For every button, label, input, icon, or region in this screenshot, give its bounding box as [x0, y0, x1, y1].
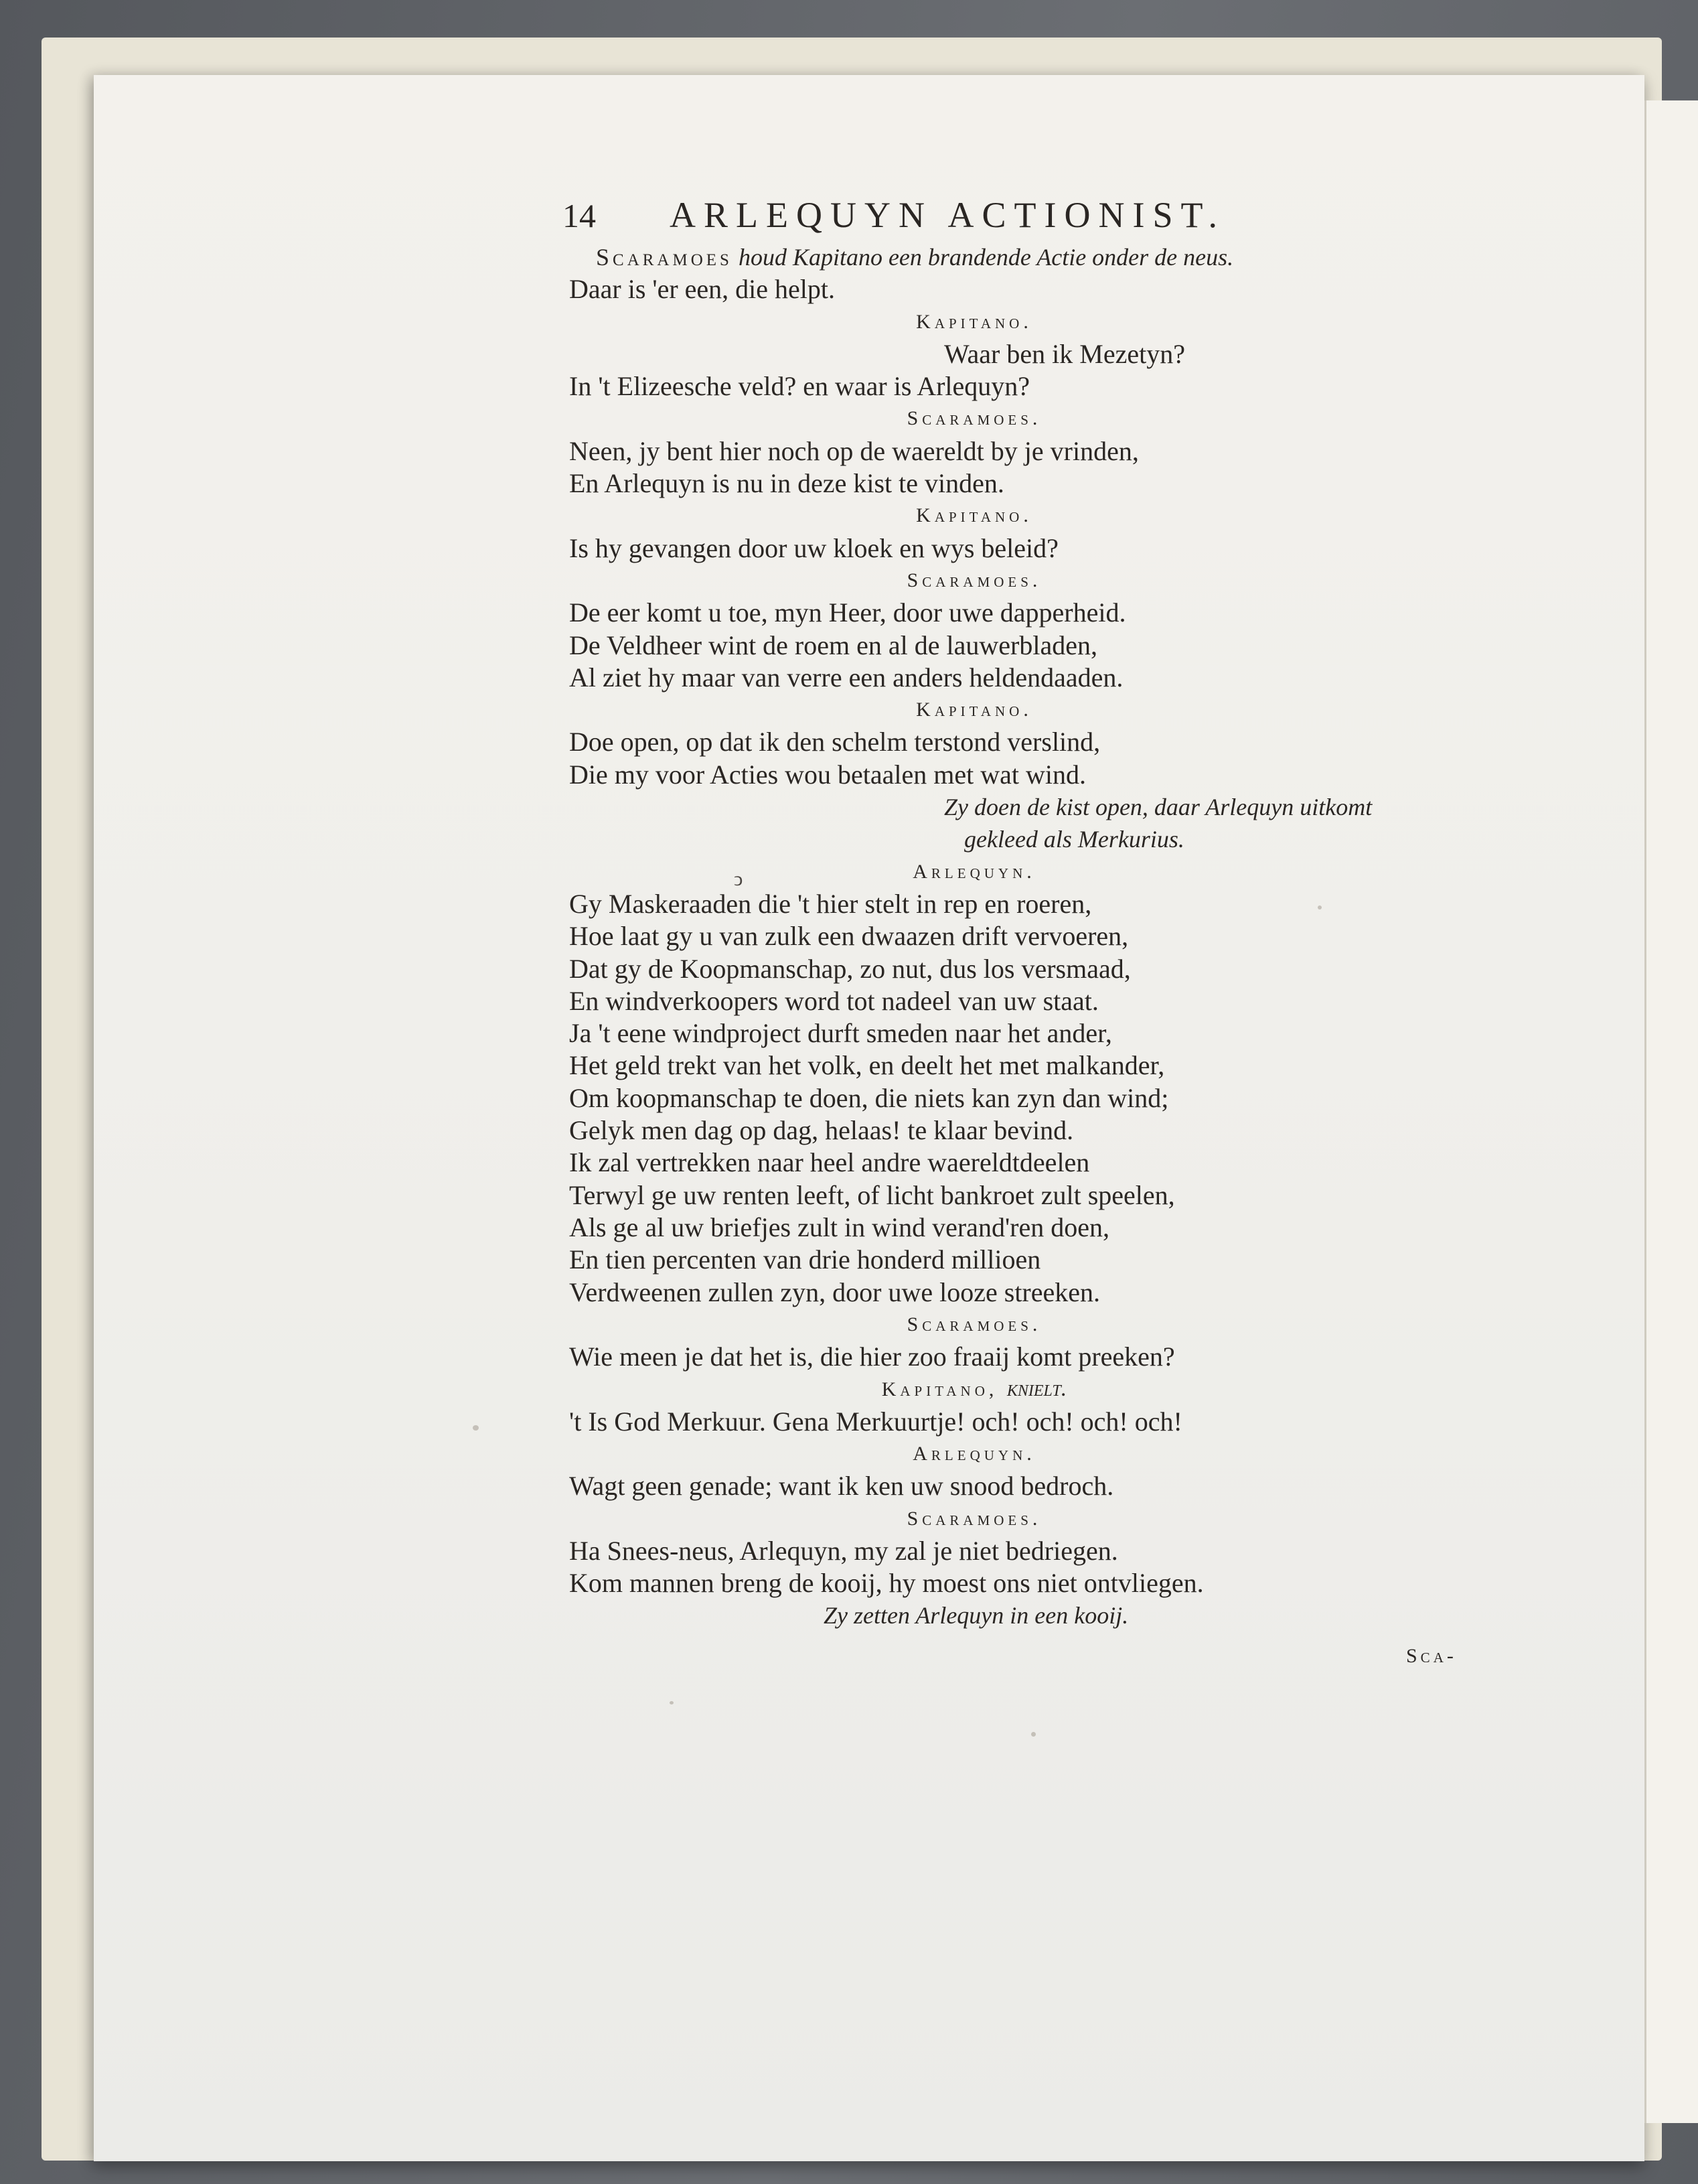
- stage-direction: gekleed als Merkurius.: [964, 826, 1184, 853]
- facing-page-edge: [1644, 100, 1698, 2123]
- verse-line: Wagt geen genade; want ik ken uw snood bedroch.: [569, 1471, 1114, 1502]
- opening-stage-direction: [569, 241, 1473, 273]
- speaker-note: knielt.: [1006, 1376, 1067, 1402]
- speaker-name: Scaramoes.: [907, 569, 1042, 591]
- verse-line: Doe open, op dat ik den schelm terstond verslind,: [569, 727, 1101, 757]
- stage-direction: Zy zetten Arlequyn in een kooij.: [824, 1602, 1129, 1629]
- page-header: [562, 194, 1473, 241]
- speaker-name: Arlequyn.: [913, 860, 1036, 883]
- speaker-name: Kapitano.: [916, 310, 1032, 333]
- verse-line: Ha Snees-neus, Arlequyn, my zal je niet bedriegen.: [569, 1535, 1118, 1566]
- verse-line: En Arlequyn is nu in deze kist te vinden.: [569, 468, 1004, 499]
- verse-line: Kom mannen breng de kooij, hy moest ons niet ontvliegen.: [569, 1568, 1204, 1599]
- speaker-name: Kapitano.: [916, 504, 1032, 527]
- speaker-name: Kapitano,: [881, 1378, 998, 1401]
- speaker-with-note: [569, 1373, 1473, 1405]
- page-number: 14: [562, 197, 596, 234]
- verse-line: De Veldheer wint de roem en al de lauwerbladen,: [569, 630, 1097, 660]
- verse-line: En tien percenten van drie honderd millioen: [569, 1244, 1041, 1275]
- verse-line: Is hy gevangen door uw kloek en wys beleid?: [569, 532, 1059, 563]
- verse-line: Wie meen je dat het is, die hier zoo fraaij komt preeken?: [569, 1341, 1175, 1372]
- verse-line: Terwyl ge uw renten leeft, of licht bankroet zult speelen,: [569, 1179, 1175, 1210]
- stage-direction: Zy doen de kist open, daar Arlequyn uitkomt: [944, 794, 1373, 821]
- stage-direction-text: houd Kapitano een brandende Actie onder de neus.: [738, 244, 1234, 271]
- marginal-mark: ↄ: [734, 868, 743, 890]
- verse-line: Om koopmanschap te doen, die niets kan zyn dan wind;: [569, 1082, 1169, 1113]
- verse-line: Die my voor Acties wou betaalen met wat wind.: [569, 759, 1087, 790]
- speaker-name: Scaramoes.: [907, 407, 1042, 430]
- verse-line: Gy Maskeraaden die 't hier stelt in rep en roeren,: [569, 888, 1092, 919]
- speaker-name: Kapitano.: [916, 699, 1032, 721]
- verse-line: Dat gy de Koopmanschap, zo nut, dus los versmaad,: [569, 953, 1131, 984]
- speaker-name: Scaramoes.: [907, 1507, 1042, 1530]
- speaker-name: Arlequyn.: [913, 1442, 1036, 1465]
- verse-line: Als ge al uw briefjes zult in wind verand'ren doen,: [569, 1212, 1109, 1242]
- verse-line: Gelyk men dag op dag, helaas! te klaar bevind.: [569, 1115, 1074, 1146]
- verse-line: Ja 't eene windproject durft smeden naar het ander,: [569, 1018, 1112, 1049]
- verse-line: Waar ben ik Mezetyn?: [944, 338, 1185, 369]
- catchword: Sca-: [1406, 1645, 1457, 1667]
- stage-direction-speaker: Scaramoes: [596, 244, 732, 271]
- running-title: ARLEQUYN ACTIONIST.: [670, 195, 1225, 235]
- verse-line: Het geld trekt van het volk, en deelt het met malkander,: [569, 1050, 1165, 1081]
- page-text: [562, 194, 1473, 1668]
- speaker-name: Scaramoes.: [907, 1313, 1042, 1335]
- verse-line: Al ziet hy maar van verre een anders heldendaaden.: [569, 662, 1124, 693]
- verse-line: Neen, jy bent hier noch op de waereldt by je vrinden,: [569, 435, 1139, 466]
- paper-speck: [670, 1701, 674, 1704]
- verse-line: 't Is God Merkuur. Gena Merkuurtje! och! och! och! och!: [569, 1406, 1182, 1437]
- verse-line: Daar is 'er een, die helpt.: [569, 274, 836, 305]
- verse-line: Hoe laat gy u van zulk een dwaazen drift vervoeren,: [569, 921, 1129, 952]
- verse-line: En windverkoopers word tot nadeel van uw staat.: [569, 985, 1099, 1016]
- paper-speck: [1031, 1732, 1036, 1737]
- paper-speck: [473, 1425, 479, 1431]
- verse-line: In 't Elizeesche veld? en waar is Arlequyn?: [569, 371, 1030, 402]
- verse-line: De eer komt u toe, myn Heer, door uwe dapperheid.: [569, 597, 1126, 628]
- verse-line: Verdweenen zullen zyn, door uwe looze streeken.: [569, 1277, 1101, 1307]
- verse-line: Ik zal vertrekken naar heel andre waereldtdeelen: [569, 1147, 1090, 1178]
- play-lines: [569, 273, 1473, 1631]
